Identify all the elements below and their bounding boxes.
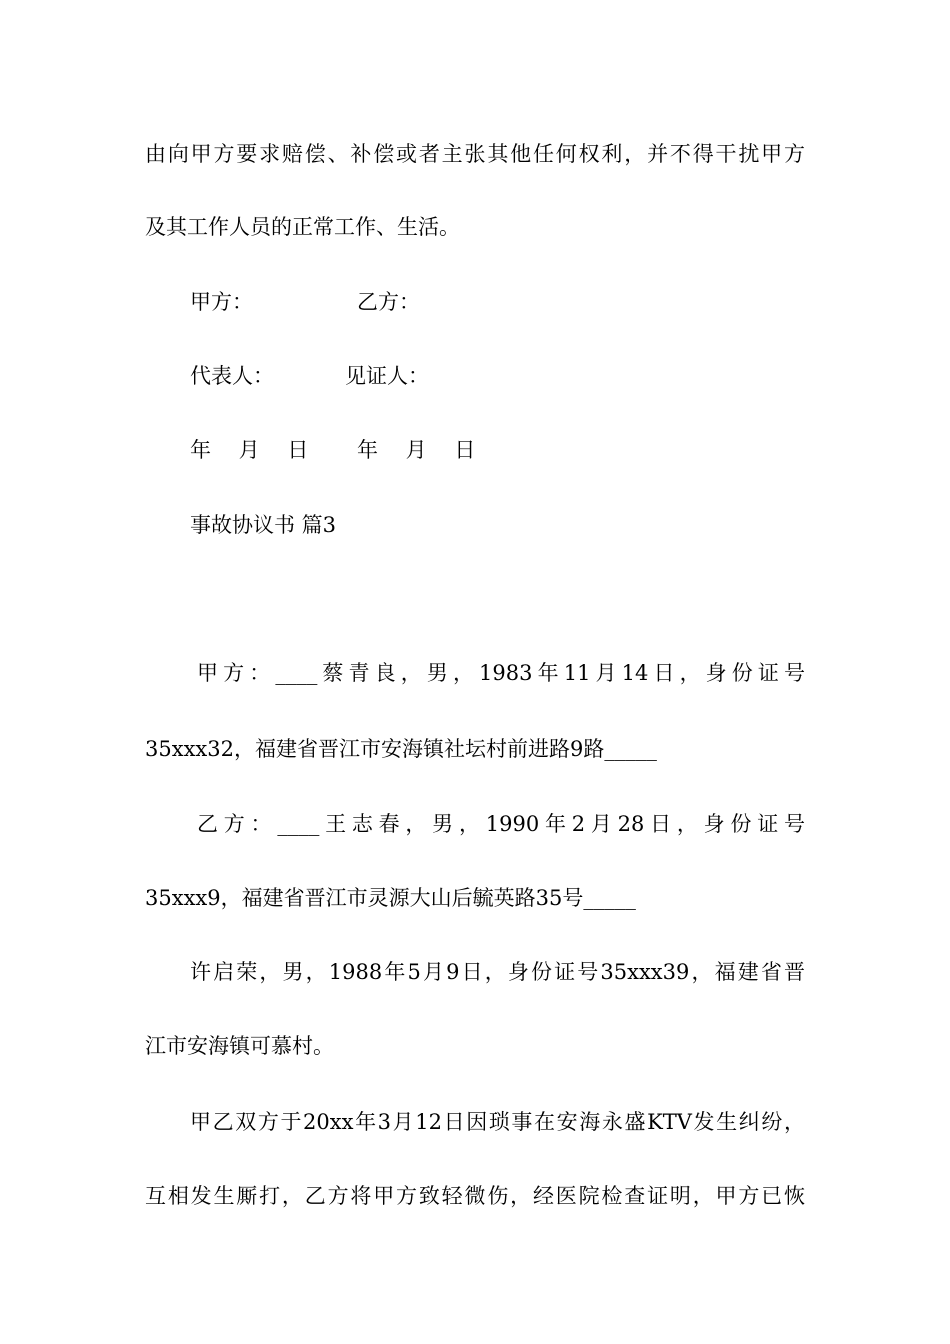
signature-date-right: 年 月 日 (357, 438, 476, 462)
party-c-line: 许启荣，男，1988年5月9日，身份证号35xxx39，福建省晋 (190, 960, 805, 984)
text-line: 及其工作人员的正常工作、生活。 (145, 215, 460, 239)
text-line: 由向甲方要求赔偿、补偿或者主张其他任何权利，并不得干扰甲方 (145, 142, 805, 166)
signature-witness-label: 见证人： (345, 364, 429, 388)
party-a-line: 甲方：____蔡青良，男，1983年11月14日，身份证号 (197, 661, 805, 685)
signature-date-left: 年 月 日 (190, 438, 309, 462)
incident-paragraph-line: 互相发生厮打，乙方将甲方致轻微伤，经医院检查证明，甲方已恢 (145, 1184, 805, 1208)
party-b-line: 乙方：____王志春，男，1990年2月28日，身份证号 (197, 812, 805, 836)
signature-representative-label: 代表人： (190, 364, 274, 388)
party-b-address: 35xxx9，福建省晋江市灵源大山后毓英路35号_____ (145, 886, 636, 910)
signature-party-a-label: 甲方： (190, 290, 253, 314)
party-c-address: 江市安海镇可慕村。 (145, 1034, 334, 1058)
section-title: 事故协议书 篇3 (190, 513, 337, 537)
incident-paragraph-line: 甲乙双方于20xx年3月12日因琐事在安海永盛KTV发生纠纷， (190, 1110, 805, 1134)
party-a-address: 35xxx32，福建省晋江市安海镇社坛村前进路9路_____ (145, 737, 657, 761)
signature-party-b-label: 乙方： (357, 290, 420, 314)
